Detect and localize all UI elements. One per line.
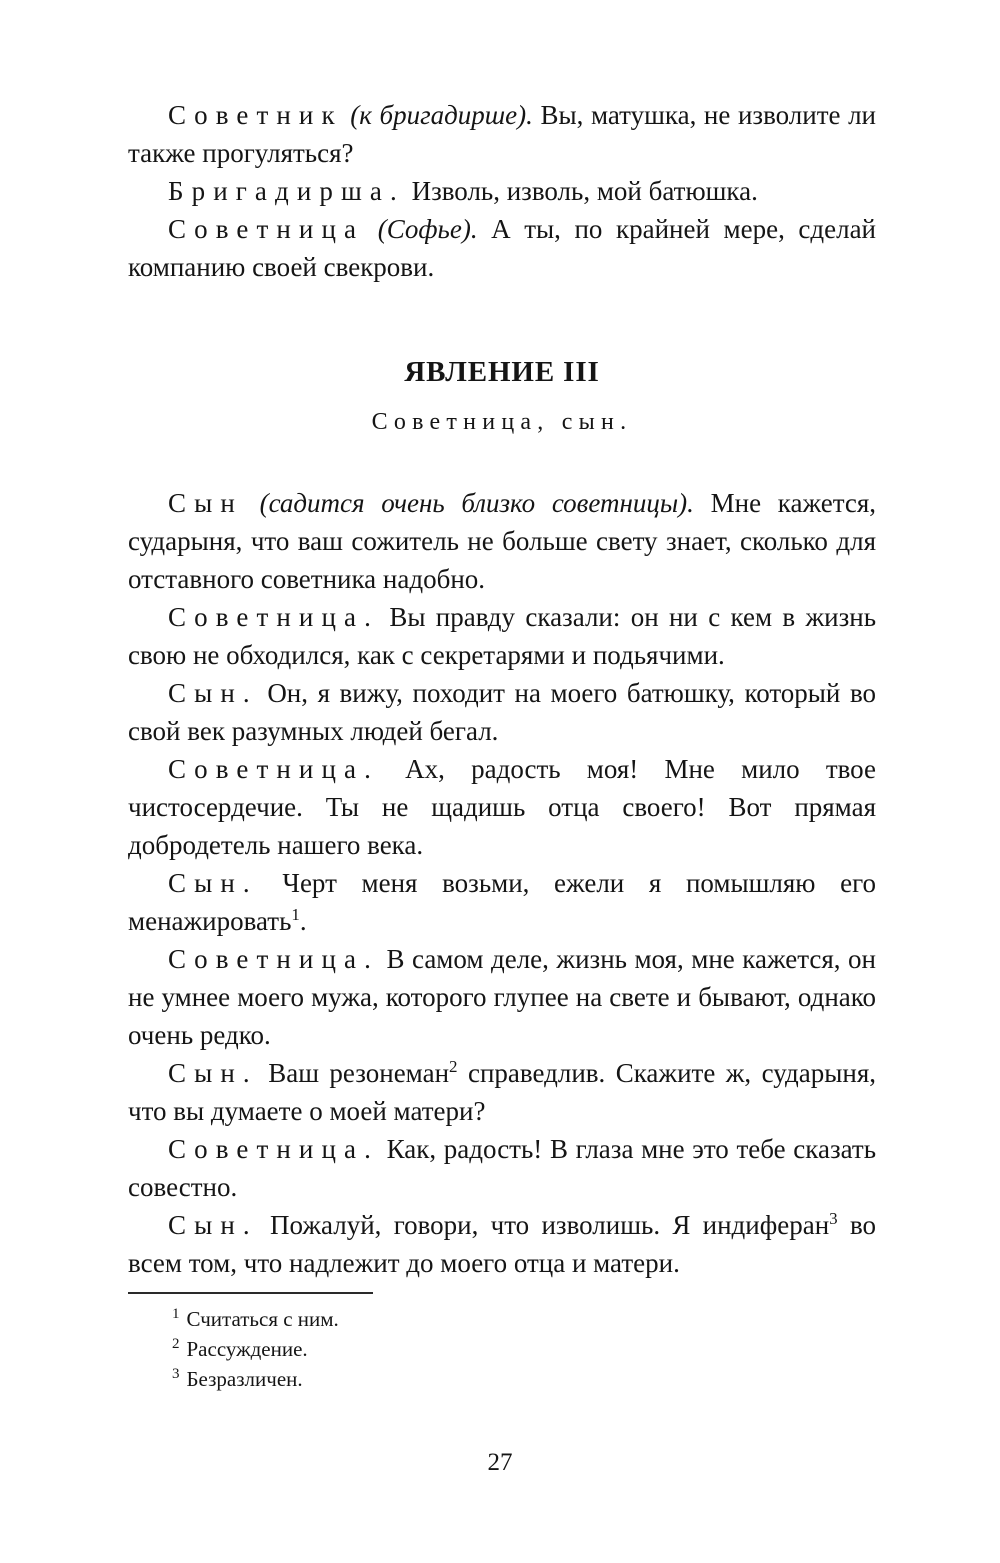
footnote-number: 1 (172, 1306, 180, 1322)
speech-text-after: справедлив. Скажите ж, сударыня, что вы думаете о моей матери? (128, 1058, 877, 1126)
footnote-text: Считаться с ним. (186, 1307, 339, 1331)
footnote-item (128, 1304, 876, 1334)
footnote-text: Рассуждение. (186, 1337, 308, 1361)
dialogue-paragraph (128, 1206, 876, 1282)
footnote-item (128, 1334, 876, 1364)
footnote-text: Безразличен. (186, 1367, 303, 1391)
dialogue-paragraph (128, 750, 876, 864)
speech-text: Мне кажется, сударыня, что ваш сожитель не больше свету знает, сколько для отставного советника надобно. (128, 488, 877, 594)
page-number: 27 (487, 1449, 513, 1476)
speech-text: Ах, радость моя! Мне мило твое чистосердечие. Ты не щадишь отца своего! Вот прямая добродетель нашего века. (128, 754, 876, 860)
speech-text: Изволь, изволь, мой батюшка. (411, 176, 758, 206)
scene-characters: Советница, сын. (371, 409, 633, 435)
speaker-name: Сын. (168, 1058, 258, 1088)
footnote-number: 2 (172, 1336, 180, 1352)
dialogue-paragraph (128, 940, 876, 1054)
speaker-name: Советник (168, 100, 343, 130)
footnote-ref: 1 (291, 905, 300, 924)
dialogue-paragraph (128, 1054, 876, 1130)
dialogue-paragraph (128, 484, 876, 598)
dialogue-paragraph (128, 864, 876, 940)
stage-direction: (к бригадирше). (350, 100, 533, 130)
footnote-ref: 2 (449, 1057, 458, 1076)
speech-text: Вы, матушка, не изволите ли также прогуляться? (128, 100, 876, 168)
speaker-name: Советница. (168, 944, 379, 974)
dialogue-paragraph (128, 1130, 876, 1206)
speech-text: Он, я вижу, походит на моего батюшку, который во свой век разумных людей бегал. (128, 678, 877, 746)
footnote-number: 3 (172, 1366, 180, 1382)
footnotes-section (128, 1292, 876, 1394)
speaker-name: Советница. (168, 1134, 379, 1164)
speech-text: Как, радость! В глаза мне это тебе сказать совестно. (128, 1134, 877, 1202)
speaker-name: Сын (168, 488, 243, 518)
footnote-ref: 3 (829, 1209, 838, 1228)
speech-text: Вы правду сказали: он ни с кем в жизнь свою не обходился, как с секретарями и подьячими. (128, 602, 877, 670)
speaker-name: Сын. (168, 678, 258, 708)
speech-text: В самом деле, жизнь моя, мне кажется, он не умнее моего мужа, которого глупее на свете и бывают, однако очень редко. (128, 944, 876, 1050)
speaker-name: Сын. (168, 1210, 258, 1240)
speaker-name: Советница (168, 214, 365, 244)
footnote-item (128, 1364, 876, 1394)
speech-text: А ты, по крайней мере, сделай компанию своей свекрови. (128, 214, 876, 282)
dialogue-paragraph (128, 210, 876, 286)
footnote-separator (128, 1292, 373, 1294)
dialogue-paragraph (128, 172, 876, 210)
stage-direction: (садится очень близко советницы). (259, 488, 694, 518)
stage-direction: (Софье). (377, 214, 478, 244)
scene-heading: ЯВЛЕНИЕ III (404, 356, 600, 388)
speech-text: Пожалуй, говори, что изволишь. Я индиферан (270, 1210, 830, 1240)
dialogue-paragraph (128, 674, 876, 750)
dialogue-paragraph (128, 96, 876, 172)
dialogue-paragraph (128, 598, 876, 674)
speech-text: Ваш резонеман (268, 1058, 450, 1088)
speaker-name: Сын. (168, 868, 258, 898)
speech-text: Черт меня возьми, ежели я помышляю его менажировать (128, 868, 876, 936)
speaker-name: Советница. (168, 754, 379, 784)
speaker-name: Бригадирша. (168, 176, 405, 206)
speech-text-after: во всем том, что надлежит до моего отца и матери. (128, 1210, 877, 1278)
speaker-name: Советница. (168, 602, 379, 632)
speech-text-after: . (299, 906, 307, 936)
